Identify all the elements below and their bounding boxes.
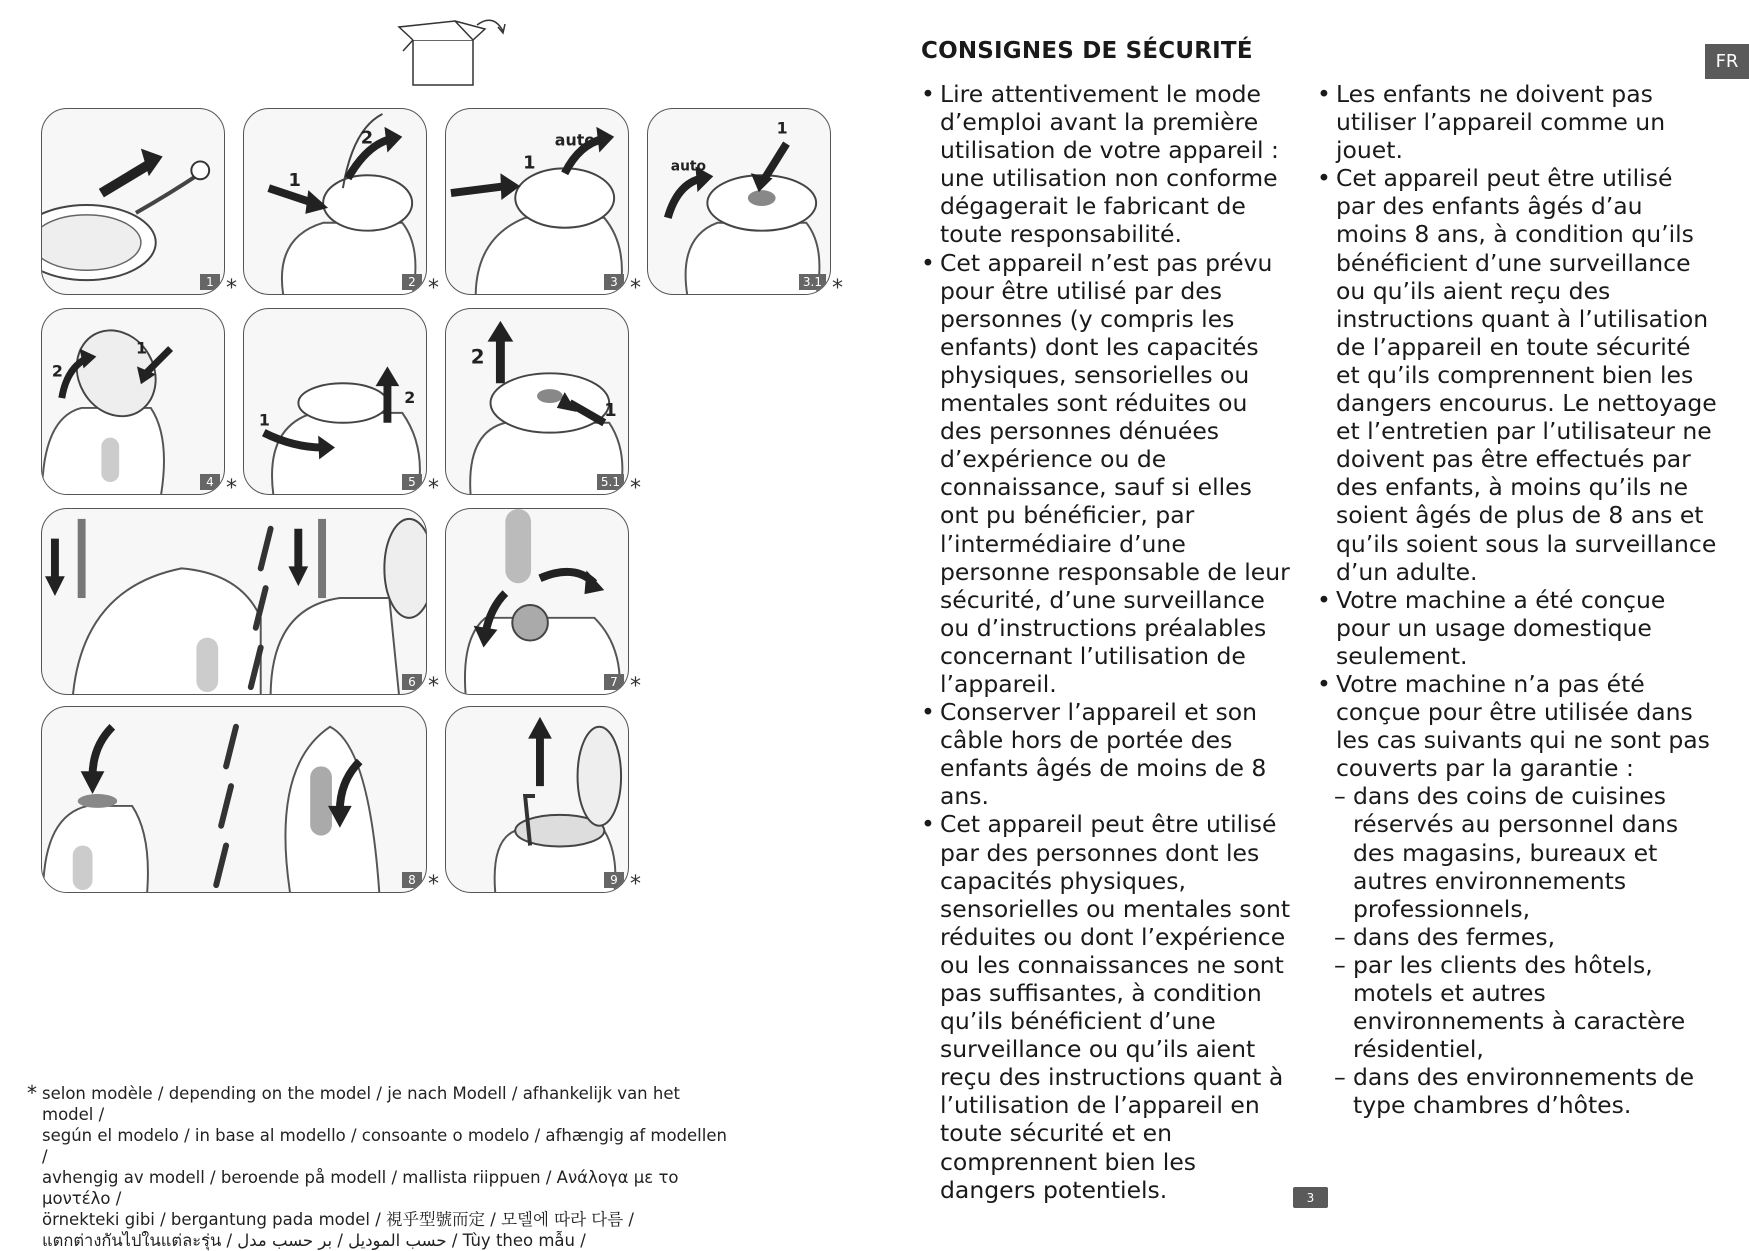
step-number: 6	[402, 674, 422, 690]
model-dependent-star: *	[630, 476, 641, 501]
model-dependent-star: *	[428, 674, 439, 699]
step-number: 3	[604, 274, 624, 290]
step-number: 8	[402, 872, 422, 888]
footnote-line: según el modelo / in base al modello / consoante o modelo / afhængig af modellen /	[42, 1126, 727, 1166]
step-number: 7	[604, 674, 624, 690]
model-dependent-star: *	[630, 674, 641, 699]
model-dependent-star: *	[226, 276, 237, 301]
step-panel-6	[41, 508, 427, 695]
language-tab: FR	[1705, 44, 1749, 79]
step-number: 2	[402, 274, 422, 290]
svg-text:auto: auto	[670, 158, 707, 175]
svg-text:1: 1	[523, 152, 536, 174]
step-panel-3	[445, 108, 629, 295]
page-number: 3	[1293, 1187, 1328, 1208]
svg-text:auto: auto	[554, 130, 596, 150]
step-number: 5.1	[597, 474, 624, 490]
model-dependent-star: *	[428, 476, 439, 501]
svg-text:1: 1	[776, 118, 788, 138]
step-panel-2	[243, 108, 427, 295]
step-panel-9	[445, 706, 629, 893]
model-dependent-star: *	[630, 872, 641, 897]
footnote-line: avhengig av modell / beroende på modell / mallista riippuen / Ανάλογα με το μοντέλο /	[42, 1168, 679, 1208]
model-footnote	[27, 1083, 727, 1251]
section-title: CONSIGNES DE SÉCURITÉ	[921, 38, 1253, 64]
svg-text:1: 1	[135, 338, 147, 358]
step-number: 5	[402, 474, 422, 490]
step-number: 3.1	[799, 274, 826, 290]
model-dependent-star: *	[630, 276, 641, 301]
open-box-icon	[395, 15, 510, 90]
model-dependent-star: *	[226, 476, 237, 501]
safety-column-2	[1317, 80, 1717, 1119]
svg-text:2: 2	[470, 345, 485, 369]
step-panel-5	[243, 308, 427, 495]
svg-text:2: 2	[360, 127, 374, 149]
step-panel-7	[445, 508, 629, 695]
step-panel-4	[41, 308, 225, 495]
safety-column-1	[921, 80, 1291, 1204]
svg-text:1: 1	[258, 410, 270, 430]
safety-subitem: – par les clients des hôtels, motels et autres environnements à caractère résidentiel,	[1317, 951, 1717, 1063]
safety-item: • Les enfants ne doivent pas utiliser l’appareil comme un jouet.	[1317, 80, 1717, 164]
safety-item: • Votre machine n’a pas été conçue pour être utilisée dans les cas suivants qui ne sont pas couverts par la garantie :	[1317, 670, 1717, 782]
step-panel-1	[41, 108, 225, 295]
safety-item: • Cet appareil peut être utilisé par des enfants âgés d’au moins 8 ans, à condition qu’ils bénéficient d’une surveillance ou qu’ils aient reçu des instructions quant à l’utilisation de l’appareil en toute sécurité et qu’ils comprennent bien les dangers encourus. Le nettoyage et l’entretien par l’utilisateur ne doivent pas être effectués par des enfants, à moins qu’ils ne soient âgés de plus de 8 ans et qu’ils soient sous la surveillance d’un adulte.	[1317, 164, 1717, 585]
step-number: 9	[604, 872, 624, 888]
footnote-line: selon modèle / depending on the model / je nach Modell / afhankelijk van het model /	[42, 1084, 680, 1124]
safety-item: • Conserver l’appareil et son câble hors de portée des enfants âgés de moins de 8 ans.	[921, 698, 1291, 810]
safety-subitem: – dans des environnements de type chambres d’hôtes.	[1317, 1063, 1717, 1119]
step-number: 4	[200, 474, 220, 490]
svg-text:1: 1	[288, 170, 301, 192]
svg-text:2: 2	[51, 361, 63, 381]
safety-subitem: – dans des coins de cuisines réservés au personnel dans des magasins, bureaux et autres environnements professionnels,	[1317, 782, 1717, 922]
step-panel-5-1	[445, 308, 629, 495]
model-dependent-star: *	[428, 872, 439, 897]
svg-text:2: 2	[404, 387, 416, 407]
safety-item: • Cet appareil peut être utilisé par des personnes dont les capacités physiques, sensorielles ou mentales sont réduites ou dont l’expérience ou les connaissances ne sont pas suffisantes, à condition qu’ils bénéficient d’une surveillance ou qu’ils aient reçu des instructions quant à l’utilisation de l’appareil en toute sécurité et en comprennent bien les dangers potentiels.	[921, 810, 1291, 1203]
footnote-star: *	[27, 1081, 37, 1105]
step-number: 1	[200, 274, 220, 290]
footnote-line: örnekteki gibi / bergantung pada model / 視乎型號而定 / 모델에 따라 다름 /	[42, 1210, 634, 1229]
step-panel-8	[41, 706, 427, 893]
safety-item: • Lire attentivement le mode d’emploi avant la première utilisation de votre appareil : une utilisation non conforme dégagerait le fabricant de toute responsabilité.	[921, 80, 1291, 249]
model-dependent-star: *	[832, 276, 843, 301]
svg-text:1: 1	[604, 399, 617, 421]
step-panel-3-1	[647, 108, 831, 295]
safety-item: • Cet appareil n’est pas prévu pour être utilisé par des personnes (y compris les enfants) dont les capacités physiques, sensorielles ou mentales sont réduites ou des personnes dénuées d’expérience ou de connaissance, sauf si elles ont pu bénéficier, par l’intermédiaire d’une personne responsable de leur sécurité, d’une surveillance ou d’instructions préalables concernant l’utilisation de l’appareil.	[921, 249, 1291, 699]
model-dependent-star: *	[428, 276, 439, 301]
safety-item: • Votre machine a été conçue pour un usage domestique seulement.	[1317, 586, 1717, 670]
footnote-line: แตกต่างกันไปในแต่ละรุ่น / حسب الموديل / بر حسب مدل / Tùy theo mẫu /	[42, 1231, 586, 1250]
safety-subitem: – dans des fermes,	[1317, 923, 1717, 951]
